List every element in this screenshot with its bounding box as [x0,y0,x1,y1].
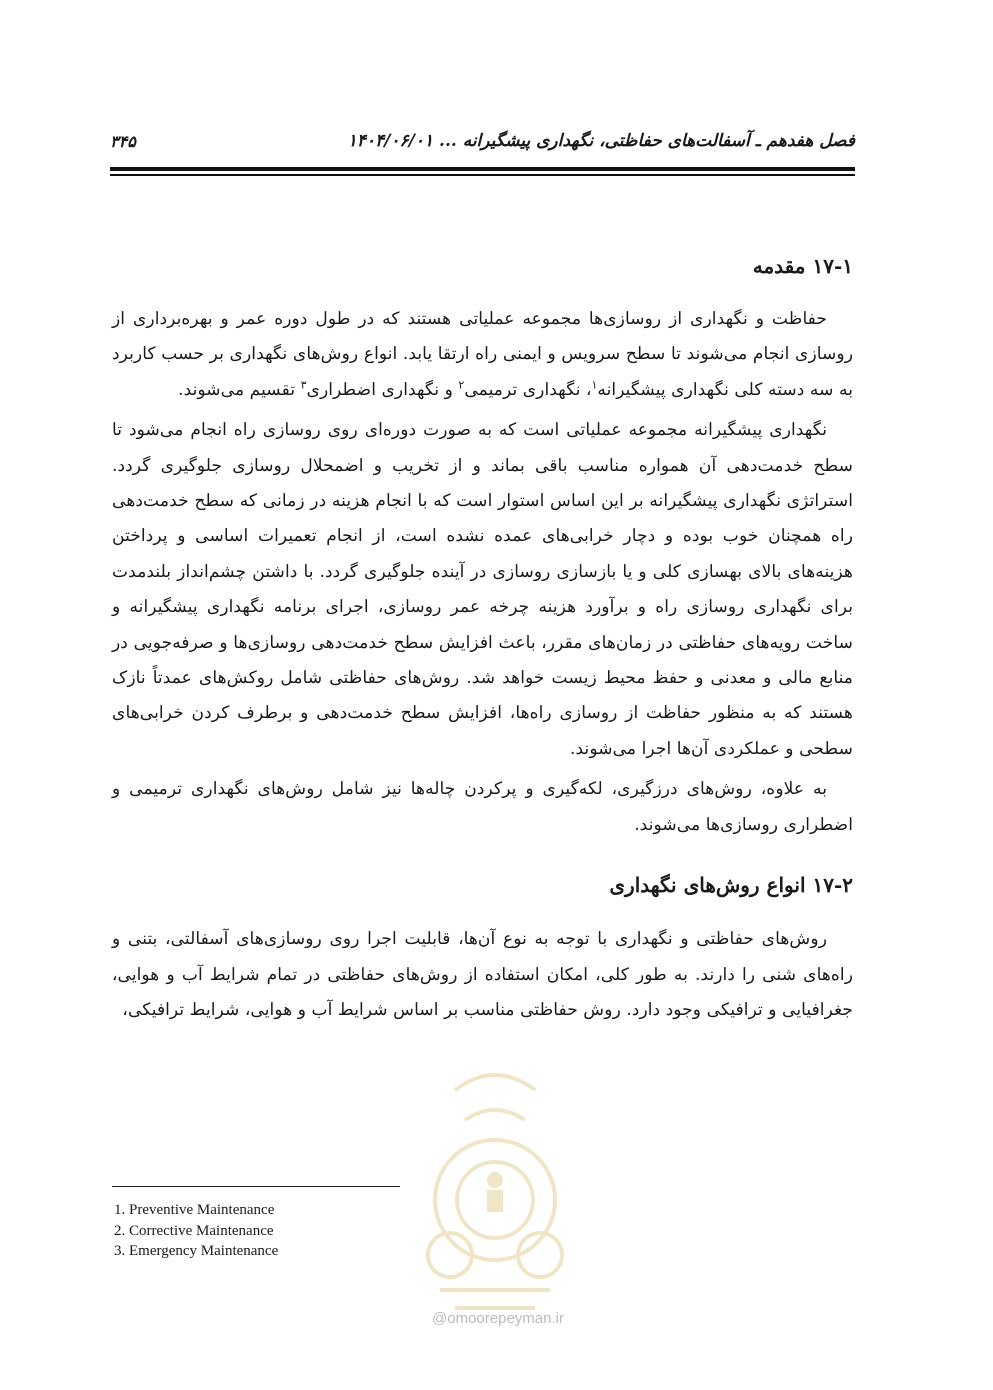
header-rule-thin [110,174,855,176]
footnote-2: 2. Corrective Maintenance [114,1222,274,1239]
paragraph-text: و نگهداری اضطراری [306,379,459,400]
footnote-separator [112,1186,400,1187]
chapter-title: فصل هفدهم ـ آسفالت‌های حفاظتی، نگهداری پیشگیرانه ... ۱۴۰۴/۰۶/۰۱ [347,131,855,151]
footnote-3: 3. Emergency Maintenance [114,1243,279,1259]
section-heading-types: ۱۷-۲ انواع روش‌های نگهداری [609,873,853,898]
running-header [110,126,855,156]
paragraph-intro-1 [112,302,853,408]
paragraph-intro-3: به علاوه، روش‌های درزگیری، لکه‌گیری و پرکردن چاله‌ها نیز شامل روش‌های نگهداری ترمیمی و اضطراری روسازی‌ها می‌شوند. [112,779,853,835]
footnote-ref-3[interactable]: ۳ [300,378,307,392]
watermark-site: @omoorepeyman.ir [432,1310,564,1327]
section-heading-intro: ۱۷-۱ مقدمه [752,254,853,278]
footnotes [114,1200,278,1262]
paragraph-text: تقسیم می‌شوند. [178,379,301,400]
footnote-ref-1[interactable]: ۱ [591,378,598,392]
publisher-seal-icon [395,1050,595,1340]
paragraph-intro-2: نگهداری پیشگیرانه مجموعه عملیاتی است که به صورت دوره‌ای روی روسازی راه انجام می‌شود تا سطح خدمت‌دهی آن همواره مناسب باقی بماند و از تخریب و اضمحلال روسازی جلوگیری گردد. استراتژی نگهداری پیشگیرانه بر این اساس استوار است که با انجام هزینه در زمانی که سطح خدمت‌دهی راه همچنان خوب بوده و دچار خرابی‌های عمده نشده است، از انجام تعمیرات اساسی و پرداختن هزینه‌های بالای بهسازی کلی و یا بازسازی روسازی در آینده جلوگیری گردد. با داشتن چشم‌انداز بلندمدت برای نگهداری روسازی راه و برآورد هزینه چرخه عمر روسازی، اجرای برنامه نگهداری پیشگیرانه و ساخت رویه‌های حفاظتی در زمان‌های مقرر، باعث افزایش سطح خدمت‌دهی روسازی‌ها و صرفه‌جویی در منابع مالی و معدنی و حفظ محیط زیست خواهد شد. روش‌های حفاظتی شامل روکش‌های عمدتاً نازک هستند که به منظور حفاظت از روسازی راه‌ها، افزایش سطح خدمت‌دهی و برطرف کردن خرابی‌های سطحی و عملکردی آن‌ها اجرا می‌شوند. [112,420,853,759]
paragraph-text: ، نگهداری ترمیمی [464,379,592,400]
main-text [112,246,853,1033]
header-rule-thick [110,167,855,171]
footnote-1: 1. Preventive Maintenance [114,1202,275,1218]
footnote-ref-2[interactable]: ۲ [458,378,465,392]
paragraph-text: حفاظت و نگهداری از روسازی‌ها مجموعه عملیاتی هستند که در طول دوره عمر و بهره‌برداری از روسازی انجام می‌شوند تا سطح سرویس و ایمنی راه ارتقا یابد. انواع روش‌های نگهداری بر حسب کاربرد به سه دسته کلی نگهداری پیشگیرانه [112,309,853,400]
paragraph-types-1: روش‌های حفاظتی و نگهداری با توجه به نوع آن‌ها، قابلیت اجرا روی روسازی‌های آسفالتی، بتنی و راه‌های شنی را دارند. به طور کلی، امکان استفاده از روش‌های حفاظتی در تمام شرایط آب و هوایی، جغرافیایی و ترافیکی وجود دارد. روش حفاظتی مناسب بر اساس شرایط آب و هوایی، شرایط ترافیکی، [112,929,853,1020]
page-number: ۳۴۵ [110,131,136,151]
